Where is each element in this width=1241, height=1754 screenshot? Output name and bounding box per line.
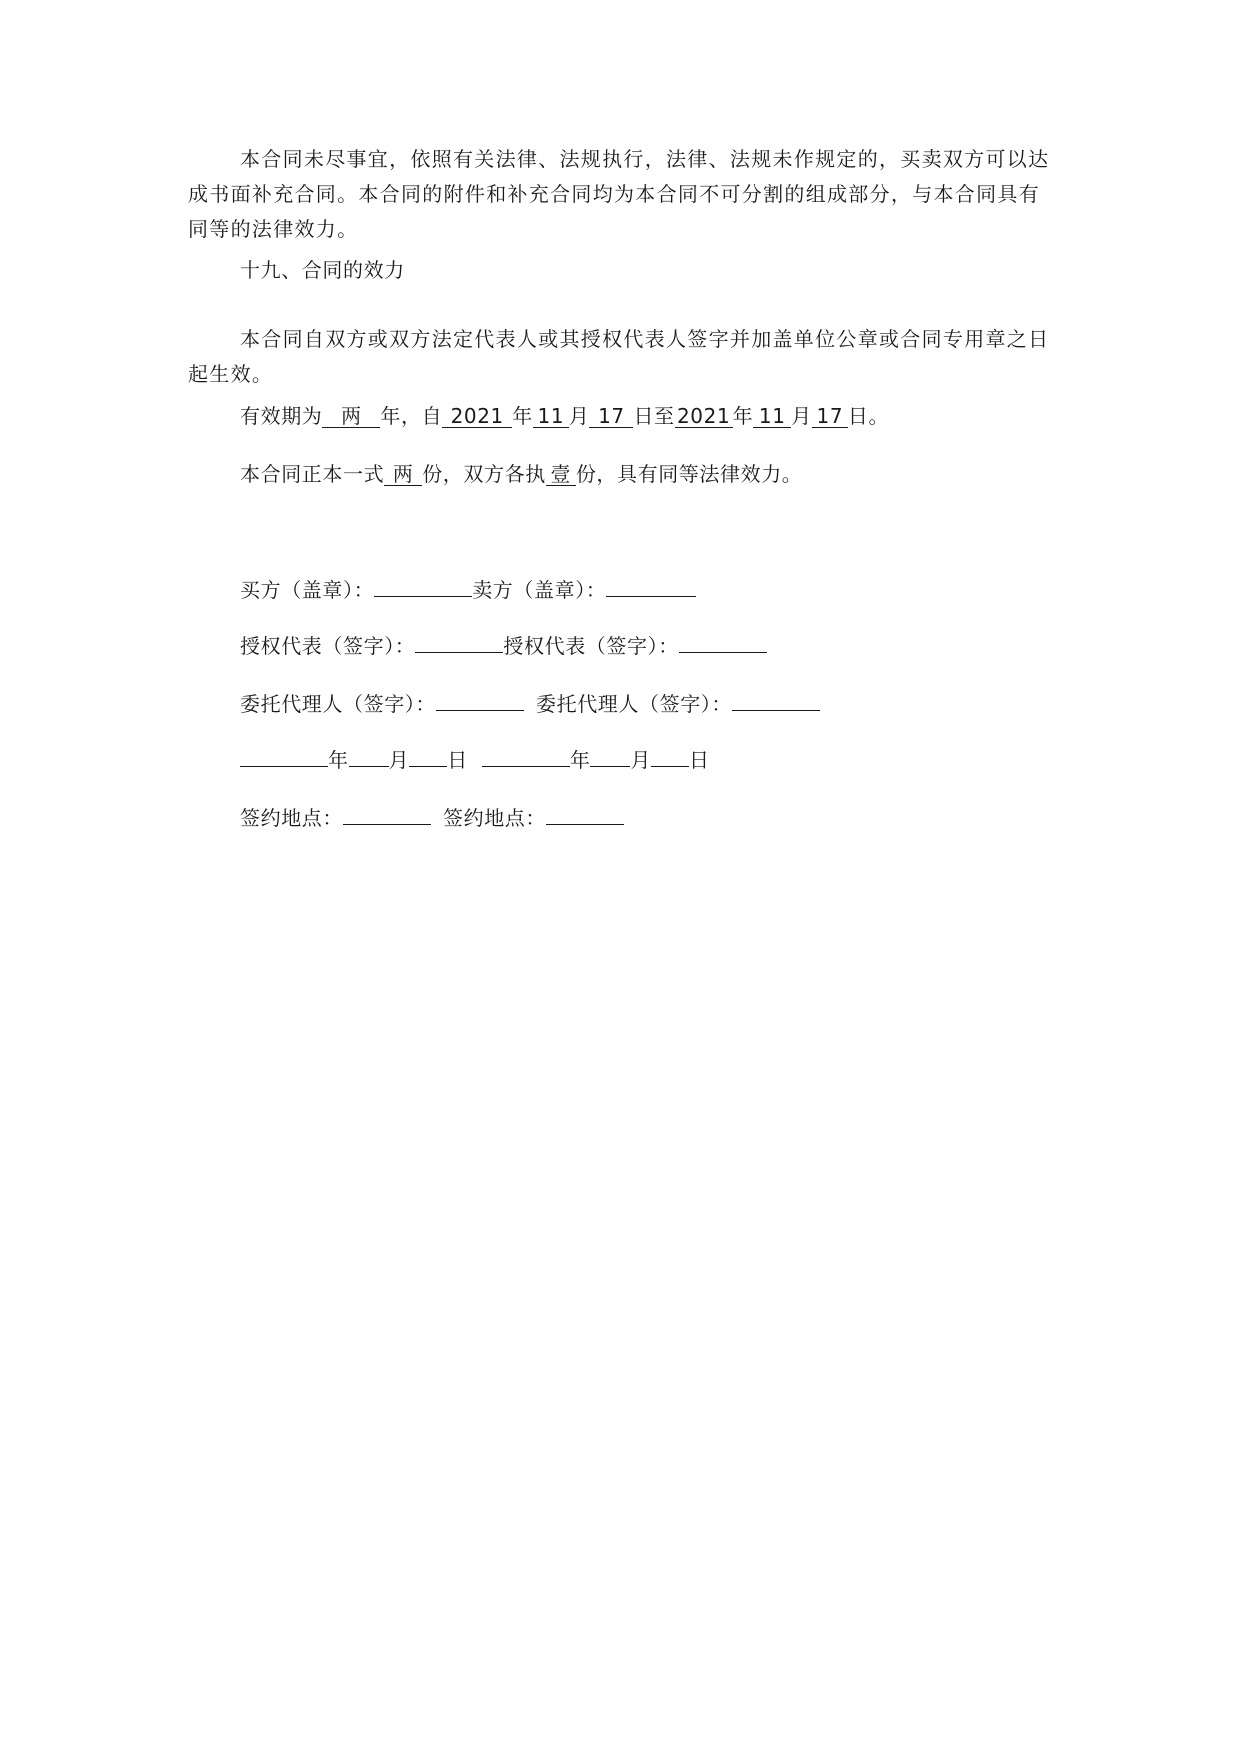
authorized-rep-line: 授权代表（签字）： 授权代表（签字）：: [240, 632, 767, 660]
end-day-field[interactable]: 17: [812, 405, 848, 428]
buyer-seal-field[interactable]: [374, 578, 472, 597]
validity-years-field[interactable]: 两: [322, 405, 380, 428]
signing-place-line: 签约地点： 签约地点：: [240, 804, 624, 832]
clause-remaining-matters: 本合同未尽事宜，依照有关法律、法规执行，法律、法规未作规定的，买卖双方可以达成书面补充合同。本合同的附件和补充合同均为本合同不可分割的组成部分，与本合同具有同等的法律效力。: [188, 147, 1050, 241]
buyer-date-day-field[interactable]: [409, 748, 447, 767]
seller-seal-field[interactable]: [606, 578, 696, 597]
buyer-agent-signature-field[interactable]: [436, 692, 524, 711]
date-line: 年 月 日 年 月 日: [240, 746, 710, 774]
end-year-field[interactable]: 2021: [675, 405, 733, 428]
buyer-signing-place-field[interactable]: [343, 806, 431, 825]
seller-rep-signature-field[interactable]: [679, 634, 767, 653]
end-month-field[interactable]: 11: [753, 405, 791, 428]
start-day-field[interactable]: 17: [589, 405, 633, 428]
buyer-date-year-field[interactable]: [240, 748, 328, 767]
copies-total-field[interactable]: 两: [384, 463, 422, 486]
buyer-date-month-field[interactable]: [349, 748, 389, 767]
seller-date-month-field[interactable]: [590, 748, 630, 767]
seller-agent-signature-field[interactable]: [732, 692, 820, 711]
buyer-rep-signature-field[interactable]: [415, 634, 503, 653]
agent-line: 委托代理人（签字）： 委托代理人（签字）：: [240, 690, 820, 718]
seller-date-year-field[interactable]: [482, 748, 570, 767]
copies-each-field[interactable]: 壹: [546, 463, 576, 486]
copies-line: 本合同正本一式 两 份，双方各执 壹 份，具有同等法律效力。: [240, 462, 803, 486]
seller-signing-place-field[interactable]: [546, 806, 624, 825]
clause-effectiveness: 本合同自双方或双方法定代表人或其授权代表人签字并加盖单位公章或合同专用章之日起生效。: [188, 327, 1050, 386]
validity-period-line: 有效期为 两 年，自 2021 年 11 月 17 日至 2021 年 11 月 17 日。: [240, 404, 890, 428]
seller-date-day-field[interactable]: [651, 748, 689, 767]
start-year-field[interactable]: 2021: [442, 405, 512, 428]
start-month-field[interactable]: 11: [533, 405, 569, 428]
section-heading: 十九、合同的效力: [240, 258, 405, 282]
seal-line: 买方（盖章）： 卖方（盖章）：: [240, 576, 696, 604]
